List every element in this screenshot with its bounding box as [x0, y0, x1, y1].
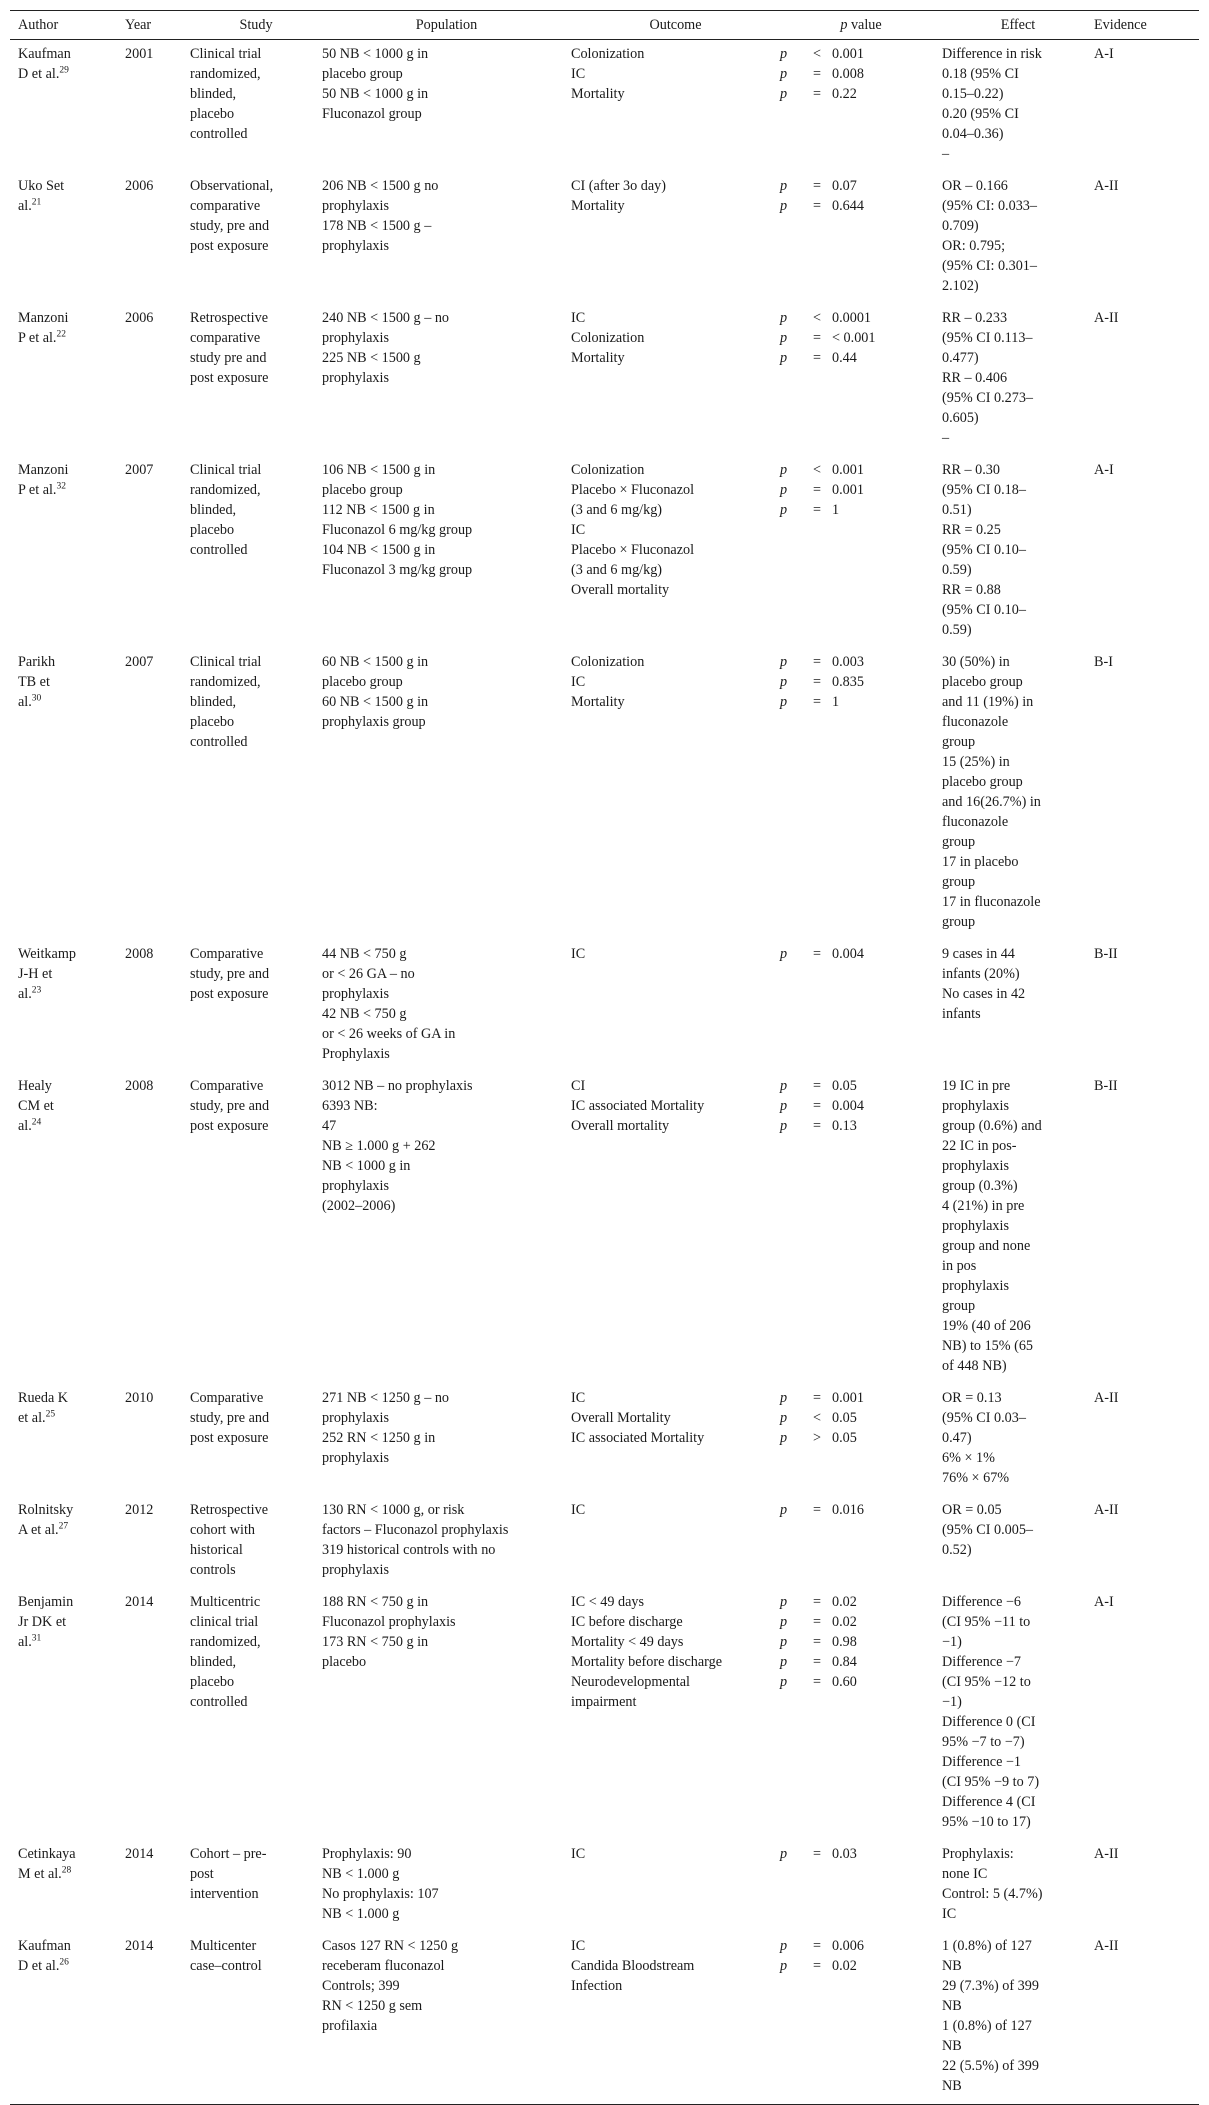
cell-population: Casos 127 RN < 1250 g receberam fluconazol Controls; 399 RN < 1250 g sem profilaxia: [322, 1932, 571, 2105]
p-value-line: [780, 176, 942, 196]
p-operator: =: [812, 1614, 821, 1630]
p-operator: =: [812, 1390, 821, 1406]
cell-author: [10, 304, 125, 456]
header-p-italic: p: [840, 17, 848, 33]
author-name: Rolnitsky A et al.: [18, 1502, 74, 1538]
p-symbol: p: [780, 674, 788, 690]
p-value-line: [780, 1428, 942, 1448]
cell-evidence: A-II: [1094, 1390, 1119, 1406]
p-symbol: p: [780, 1594, 788, 1610]
cell-p-value: [780, 456, 942, 648]
p-symbol: p: [780, 1502, 788, 1518]
p-operator: >: [812, 1430, 821, 1446]
p-operator: =: [812, 178, 821, 194]
cell-year: 2007: [125, 654, 154, 670]
p-number: 0.016: [832, 1502, 864, 1518]
cell-study: Multicentric clinical trial randomized, blinded, placebo controlled: [190, 1594, 261, 1710]
p-operator: =: [812, 86, 821, 102]
p-value-line: [780, 1388, 942, 1408]
p-operator: =: [812, 1118, 821, 1134]
table-row: [10, 456, 1199, 648]
cell-evidence: A-II: [1094, 1846, 1119, 1862]
p-number: 0.60: [832, 1674, 857, 1690]
p-operator: =: [812, 1502, 821, 1518]
cell-evidence: A-II: [1094, 310, 1119, 326]
p-symbol: p: [780, 1390, 788, 1406]
p-symbol: p: [780, 1430, 788, 1446]
p-number: 0.02: [832, 1958, 857, 1974]
p-operator: =: [812, 502, 821, 518]
p-symbol: p: [780, 350, 788, 366]
p-operator: =: [812, 1654, 821, 1670]
p-number: 0.835: [832, 674, 864, 690]
cell-year: 2012: [125, 1502, 154, 1518]
p-number: 0.644: [832, 198, 864, 214]
p-number: 0.05: [832, 1078, 857, 1094]
cell-author: [10, 456, 125, 648]
p-symbol: p: [780, 46, 788, 62]
p-value-line: [780, 1632, 942, 1652]
p-number: 0.004: [832, 1098, 864, 1114]
p-operator: =: [812, 198, 821, 214]
cell-p-value: [780, 172, 942, 304]
cell-outcome: IC: [571, 946, 586, 962]
p-value-line: [780, 652, 942, 672]
cell-p-value: [780, 1840, 942, 1932]
p-number: 0.0001: [832, 310, 872, 326]
reference-number: 22: [56, 329, 66, 340]
cell-outcome: IC Colonization Mortality: [571, 310, 645, 366]
p-value-line: [780, 1936, 942, 1956]
p-operator: =: [812, 482, 821, 498]
p-operator: =: [812, 674, 821, 690]
p-value-line: [780, 1500, 942, 1520]
cell-author: [10, 40, 125, 173]
cell-outcome: IC < 49 days IC before discharge Mortality < 49 days Mortality before discharge Neurodevelopmental impairment: [571, 1594, 723, 1710]
p-symbol: p: [780, 1674, 788, 1690]
p-value-line: [780, 1672, 942, 1692]
cell-outcome: Colonization IC Mortality: [571, 46, 645, 102]
cell-study: Comparative study, pre and post exposure: [190, 946, 270, 1002]
p-value-line: [780, 1652, 942, 1672]
cell-study: Clinical trial randomized, blinded, placebo controlled: [190, 462, 262, 558]
cell-effect: 1 (0.8%) of 127 NB 29 (7.3%) of 399 NB 1 (0.8%) of 127 NB 22 (5.5%) of 399 NB: [942, 1932, 1094, 2105]
cell-effect: 19 IC in pre prophylaxis group (0.6%) and 22 IC in pos- prophylaxis group (0.3%) 4 (21%) in pre prophylaxis group and none in pos prophylaxis group 19% (40 of 206 NB) to 15% (65 of 448 NB): [942, 1078, 1042, 1374]
p-number: 0.05: [832, 1410, 857, 1426]
header-study: Study: [190, 11, 322, 40]
header-outcome: Outcome: [571, 11, 780, 40]
p-value-line: [780, 692, 942, 712]
reference-number: 27: [58, 1521, 69, 1532]
p-value-line: [780, 64, 942, 84]
cell-year: 2010: [125, 1390, 154, 1406]
p-operator: <: [812, 462, 821, 478]
cell-p-value: [780, 1496, 942, 1588]
cell-evidence: A-II: [1094, 1932, 1199, 2105]
table-row: [10, 1840, 1199, 1932]
cell-p-value: [780, 1072, 942, 1384]
header-population: Population: [322, 11, 571, 40]
cell-p-value: [780, 1384, 942, 1496]
reference-number: 29: [59, 65, 69, 76]
p-value-line: [780, 1076, 942, 1096]
p-value-line: [780, 1592, 942, 1612]
header-year: Year: [125, 11, 190, 40]
cell-effect: OR = 0.13 (95% CI 0.03– 0.47) 6% × 1% 76% × 67%: [942, 1390, 1026, 1486]
p-number: 0.05: [832, 1430, 857, 1446]
cell-author: [10, 648, 125, 940]
reference-number: 32: [56, 481, 66, 492]
header-p-value: [780, 11, 942, 40]
cell-author: [10, 172, 125, 304]
p-value-line: [780, 196, 942, 216]
p-symbol: p: [780, 310, 788, 326]
cell-evidence: A-I: [1094, 46, 1114, 62]
p-number: 0.44: [832, 350, 857, 366]
cell-effect: Difference in risk 0.18 (95% CI 0.15–0.22) 0.20 (95% CI 0.04–0.36) –: [942, 46, 1042, 162]
cell-population: 60 NB < 1500 g in placebo group 60 NB < 1500 g in prophylaxis group: [322, 654, 429, 730]
header-evidence: Evidence: [1094, 11, 1199, 40]
p-number: 0.02: [832, 1594, 857, 1610]
p-number: 1: [832, 694, 840, 710]
author-name: Manzoni P et al.: [18, 310, 69, 346]
cell-evidence: A-I: [1094, 1594, 1114, 1610]
p-symbol: p: [780, 178, 788, 194]
cell-outcome: CI IC associated Mortality Overall mortality: [571, 1078, 705, 1134]
reference-number: 21: [31, 197, 42, 208]
author-name: Manzoni P et al.: [18, 462, 69, 498]
cell-effect: 30 (50%) in placebo group and 11 (19%) in fluconazole group 15 (25%) in placebo group and 16(26.7%) in fluconazole group 17 in placebo group 17 in fluconazole group: [942, 654, 1041, 930]
p-symbol: p: [780, 1410, 788, 1426]
cell-outcome: Colonization IC Mortality: [571, 654, 645, 710]
cell-population: 106 NB < 1500 g in placebo group 112 NB < 1500 g in Fluconazol 6 mg/kg group 104 NB < 1500 g in Fluconazol 3 mg/kg group: [322, 462, 473, 578]
cell-author: [10, 1384, 125, 1496]
cell-year: 2014: [125, 1594, 154, 1610]
cell-effect: Difference −6 (CI 95% −11 to −1) Difference −7 (CI 95% −12 to −1) Difference 0 (CI 95% −7 to −7) Difference −1 (CI 95% −9 to 7) Difference 4 (CI 95% −10 to 17): [942, 1594, 1040, 1830]
table-row: [10, 648, 1199, 940]
p-number: 0.13: [832, 1118, 857, 1134]
p-operator: <: [812, 310, 821, 326]
cell-year: 2008: [125, 946, 154, 962]
cell-study: Observational, comparative study, pre and post exposure: [190, 178, 274, 254]
cell-year: 2014: [125, 1846, 154, 1862]
p-number: 0.003: [832, 654, 864, 670]
p-symbol: p: [780, 1846, 788, 1862]
p-operator: =: [812, 350, 821, 366]
p-value-line: [780, 348, 942, 368]
cell-year: 2007: [125, 462, 154, 478]
p-operator: =: [812, 946, 821, 962]
p-operator: <: [812, 46, 821, 62]
p-operator: =: [812, 1846, 821, 1862]
cell-study: Clinical trial randomized, blinded, placebo controlled: [190, 46, 262, 142]
p-number: 1: [832, 502, 840, 518]
p-symbol: p: [780, 462, 788, 478]
cell-p-value: [780, 1588, 942, 1840]
header-p-value-text: value: [847, 17, 882, 33]
p-value-line: [780, 84, 942, 104]
p-number: 0.22: [832, 86, 857, 102]
p-value-line: [780, 460, 942, 480]
cell-study: Cohort – pre- post intervention: [190, 1846, 267, 1902]
reference-number: 23: [31, 985, 42, 996]
p-symbol: p: [780, 198, 788, 214]
table-row: [10, 40, 1199, 173]
cell-author: [10, 1840, 125, 1932]
p-operator: =: [812, 654, 821, 670]
cell-effect: OR = 0.05 (95% CI 0.005– 0.52): [942, 1502, 1034, 1558]
p-symbol: p: [780, 66, 788, 82]
cell-population: 3012 NB – no prophylaxis 6393 NB: 47 NB ≥ 1.000 g + 262 NB < 1000 g in prophylaxis (2002–2006): [322, 1078, 473, 1214]
p-symbol: p: [780, 1098, 788, 1114]
p-operator: =: [812, 1634, 821, 1650]
p-number: 0.03: [832, 1846, 857, 1862]
reference-number: 30: [31, 693, 42, 704]
cell-evidence: B-I: [1094, 654, 1113, 670]
author-name: Uko Set al.: [18, 178, 65, 214]
p-symbol: p: [780, 1118, 788, 1134]
cell-author: [10, 1588, 125, 1840]
table-row: [10, 1496, 1199, 1588]
p-value-line: [780, 1096, 942, 1116]
cell-evidence: A-I: [1094, 462, 1114, 478]
p-symbol: p: [780, 1958, 788, 1974]
reference-number: 25: [45, 1409, 56, 1420]
cell-p-value: [780, 40, 942, 173]
header-author: Author: [10, 11, 125, 40]
p-operator: =: [812, 1594, 821, 1610]
p-number: 0.001: [832, 462, 864, 478]
table-row: [10, 304, 1199, 456]
p-operator: =: [812, 694, 821, 710]
cell-outcome: IC: [571, 1846, 586, 1862]
cell-study: Multicenter case–control: [190, 1932, 322, 2105]
cell-evidence: A-II: [1094, 1502, 1119, 1518]
p-value-line: [780, 480, 942, 500]
reference-number: 24: [31, 1117, 42, 1128]
p-operator: <: [812, 1410, 821, 1426]
p-value-line: [780, 944, 942, 964]
p-symbol: p: [780, 86, 788, 102]
evidence-table: [10, 10, 1199, 2105]
p-value-line: [780, 672, 942, 692]
p-value-line: [780, 308, 942, 328]
table-row: [10, 1588, 1199, 1840]
table-row: [10, 940, 1199, 1072]
cell-effect: Prophylaxis: none IC Control: 5 (4.7%) IC: [942, 1846, 1043, 1922]
p-value-line: [780, 1612, 942, 1632]
author-name: Kaufman D et al.: [18, 1938, 71, 1974]
cell-effect: 9 cases in 44 infants (20%) No cases in 42 infants: [942, 946, 1026, 1022]
cell-p-value: [780, 1932, 942, 2105]
p-number: 0.001: [832, 46, 864, 62]
cell-author: [10, 1932, 125, 2105]
cell-study: Comparative study, pre and post exposure: [190, 1390, 270, 1446]
p-value-line: [780, 500, 942, 520]
cell-study: Clinical trial randomized, blinded, placebo controlled: [190, 654, 262, 750]
table-row: [10, 1384, 1199, 1496]
p-symbol: p: [780, 1614, 788, 1630]
cell-outcome: IC: [571, 1502, 586, 1518]
author-name: Rueda K et al.: [18, 1390, 69, 1426]
header-effect: Effect: [942, 11, 1094, 40]
p-symbol: p: [780, 482, 788, 498]
cell-outcome: IC Candida Bloodstream Infection: [571, 1932, 780, 2105]
p-number: 0.004: [832, 946, 864, 962]
cell-study: Retrospective cohort with historical controls: [190, 1502, 269, 1578]
p-number: 0.001: [832, 482, 864, 498]
cell-population: 50 NB < 1000 g in placebo group 50 NB < 1000 g in Fluconazol group: [322, 46, 429, 122]
p-operator: =: [812, 1674, 821, 1690]
cell-year: 2014: [125, 1932, 190, 2105]
p-number: 0.001: [832, 1390, 864, 1406]
table-header: [10, 11, 1199, 40]
p-number: 0.84: [832, 1654, 857, 1670]
cell-population: Prophylaxis: 90 NB < 1.000 g No prophylaxis: 107 NB < 1.000 g: [322, 1846, 439, 1922]
cell-p-value: [780, 648, 942, 940]
p-symbol: p: [780, 1938, 788, 1954]
cell-outcome: IC Overall Mortality IC associated Mortality: [571, 1390, 705, 1446]
p-operator: =: [812, 1098, 821, 1114]
reference-number: 26: [59, 1957, 69, 1968]
table-row: [10, 172, 1199, 304]
author-name: Weitkamp J-H et al.: [18, 946, 76, 1002]
cell-year: 2006: [125, 310, 154, 326]
p-symbol: p: [780, 1634, 788, 1650]
author-name: Benjamin Jr DK et al.: [18, 1594, 74, 1650]
cell-population: 206 NB < 1500 g no prophylaxis 178 NB < 1500 g – prophylaxis: [322, 178, 439, 254]
cell-effect: OR – 0.166 (95% CI: 0.033– 0.709) OR: 0.795; (95% CI: 0.301– 2.102): [942, 178, 1037, 294]
p-operator: =: [812, 1958, 821, 1974]
cell-study: Comparative study, pre and post exposure: [190, 1078, 270, 1134]
p-symbol: p: [780, 330, 788, 346]
p-operator: =: [812, 66, 821, 82]
cell-year: 2001: [125, 46, 154, 62]
p-operator: =: [812, 1078, 821, 1094]
p-number: 0.02: [832, 1614, 857, 1630]
p-symbol: p: [780, 502, 788, 518]
author-name: Healy CM et al.: [18, 1078, 54, 1134]
cell-effect: RR – 0.233 (95% CI 0.113– 0.477) RR – 0.406 (95% CI 0.273– 0.605) –: [942, 310, 1034, 446]
p-symbol: p: [780, 946, 788, 962]
p-value-line: [780, 1116, 942, 1136]
cell-population: 44 NB < 750 g or < 26 GA – no prophylaxis 42 NB < 750 g or < 26 weeks of GA in Prophylaxis: [322, 946, 456, 1062]
cell-outcome: CI (after 3o day) Mortality: [571, 178, 666, 214]
p-operator: =: [812, 1938, 821, 1954]
p-symbol: p: [780, 654, 788, 670]
reference-number: 31: [31, 1633, 42, 1644]
cell-p-value: [780, 940, 942, 1072]
cell-p-value: [780, 304, 942, 456]
p-number: < 0.001: [832, 330, 876, 346]
p-symbol: p: [780, 694, 788, 710]
author-name: Kaufman D et al.: [18, 46, 71, 82]
author-name: Cetinkaya M et al.: [18, 1846, 76, 1882]
cell-year: 2008: [125, 1078, 154, 1094]
p-symbol: p: [780, 1078, 788, 1094]
p-number: 0.008: [832, 66, 864, 82]
cell-population: 240 NB < 1500 g – no prophylaxis 225 NB < 1500 g prophylaxis: [322, 310, 450, 386]
author-name: Parikh TB et al.: [18, 654, 56, 710]
table-body: [10, 40, 1199, 2105]
cell-outcome: Colonization Placebo × Fluconazol (3 and 6 mg/kg) IC Placebo × Fluconazol (3 and 6 mg/kg) Overall mortality: [571, 462, 695, 598]
cell-evidence: B-II: [1094, 946, 1118, 962]
cell-population: 130 RN < 1000 g, or risk factors – Fluconazol prophylaxis 319 historical controls with no prophylaxis: [322, 1502, 509, 1578]
p-value-line: [780, 1844, 942, 1864]
cell-author: [10, 940, 125, 1072]
reference-number: 28: [61, 1865, 72, 1876]
p-symbol: p: [780, 1654, 788, 1670]
cell-population: 271 NB < 1250 g – no prophylaxis 252 RN < 1250 g in prophylaxis: [322, 1390, 450, 1466]
p-number: 0.07: [832, 178, 857, 194]
p-number: 0.006: [832, 1938, 864, 1954]
cell-study: Retrospective comparative study pre and post exposure: [190, 310, 269, 386]
p-value-line: [780, 44, 942, 64]
cell-population: 188 RN < 750 g in Fluconazol prophylaxis 173 RN < 750 g in placebo: [322, 1594, 456, 1670]
cell-author: [10, 1072, 125, 1384]
p-number: 0.98: [832, 1634, 857, 1650]
p-operator: =: [812, 330, 821, 346]
table-row: [10, 1072, 1199, 1384]
p-value-line: [780, 1408, 942, 1428]
p-value-line: [780, 1956, 942, 1976]
table-row: [10, 1932, 1199, 2105]
cell-evidence: A-II: [1094, 178, 1119, 194]
cell-author: [10, 1496, 125, 1588]
cell-evidence: B-II: [1094, 1078, 1118, 1094]
cell-year: 2006: [125, 178, 154, 194]
p-value-line: [780, 328, 942, 348]
cell-effect: RR – 0.30 (95% CI 0.18– 0.51) RR = 0.25 (95% CI 0.10– 0.59) RR = 0.88 (95% CI 0.10– 0.59): [942, 462, 1026, 638]
